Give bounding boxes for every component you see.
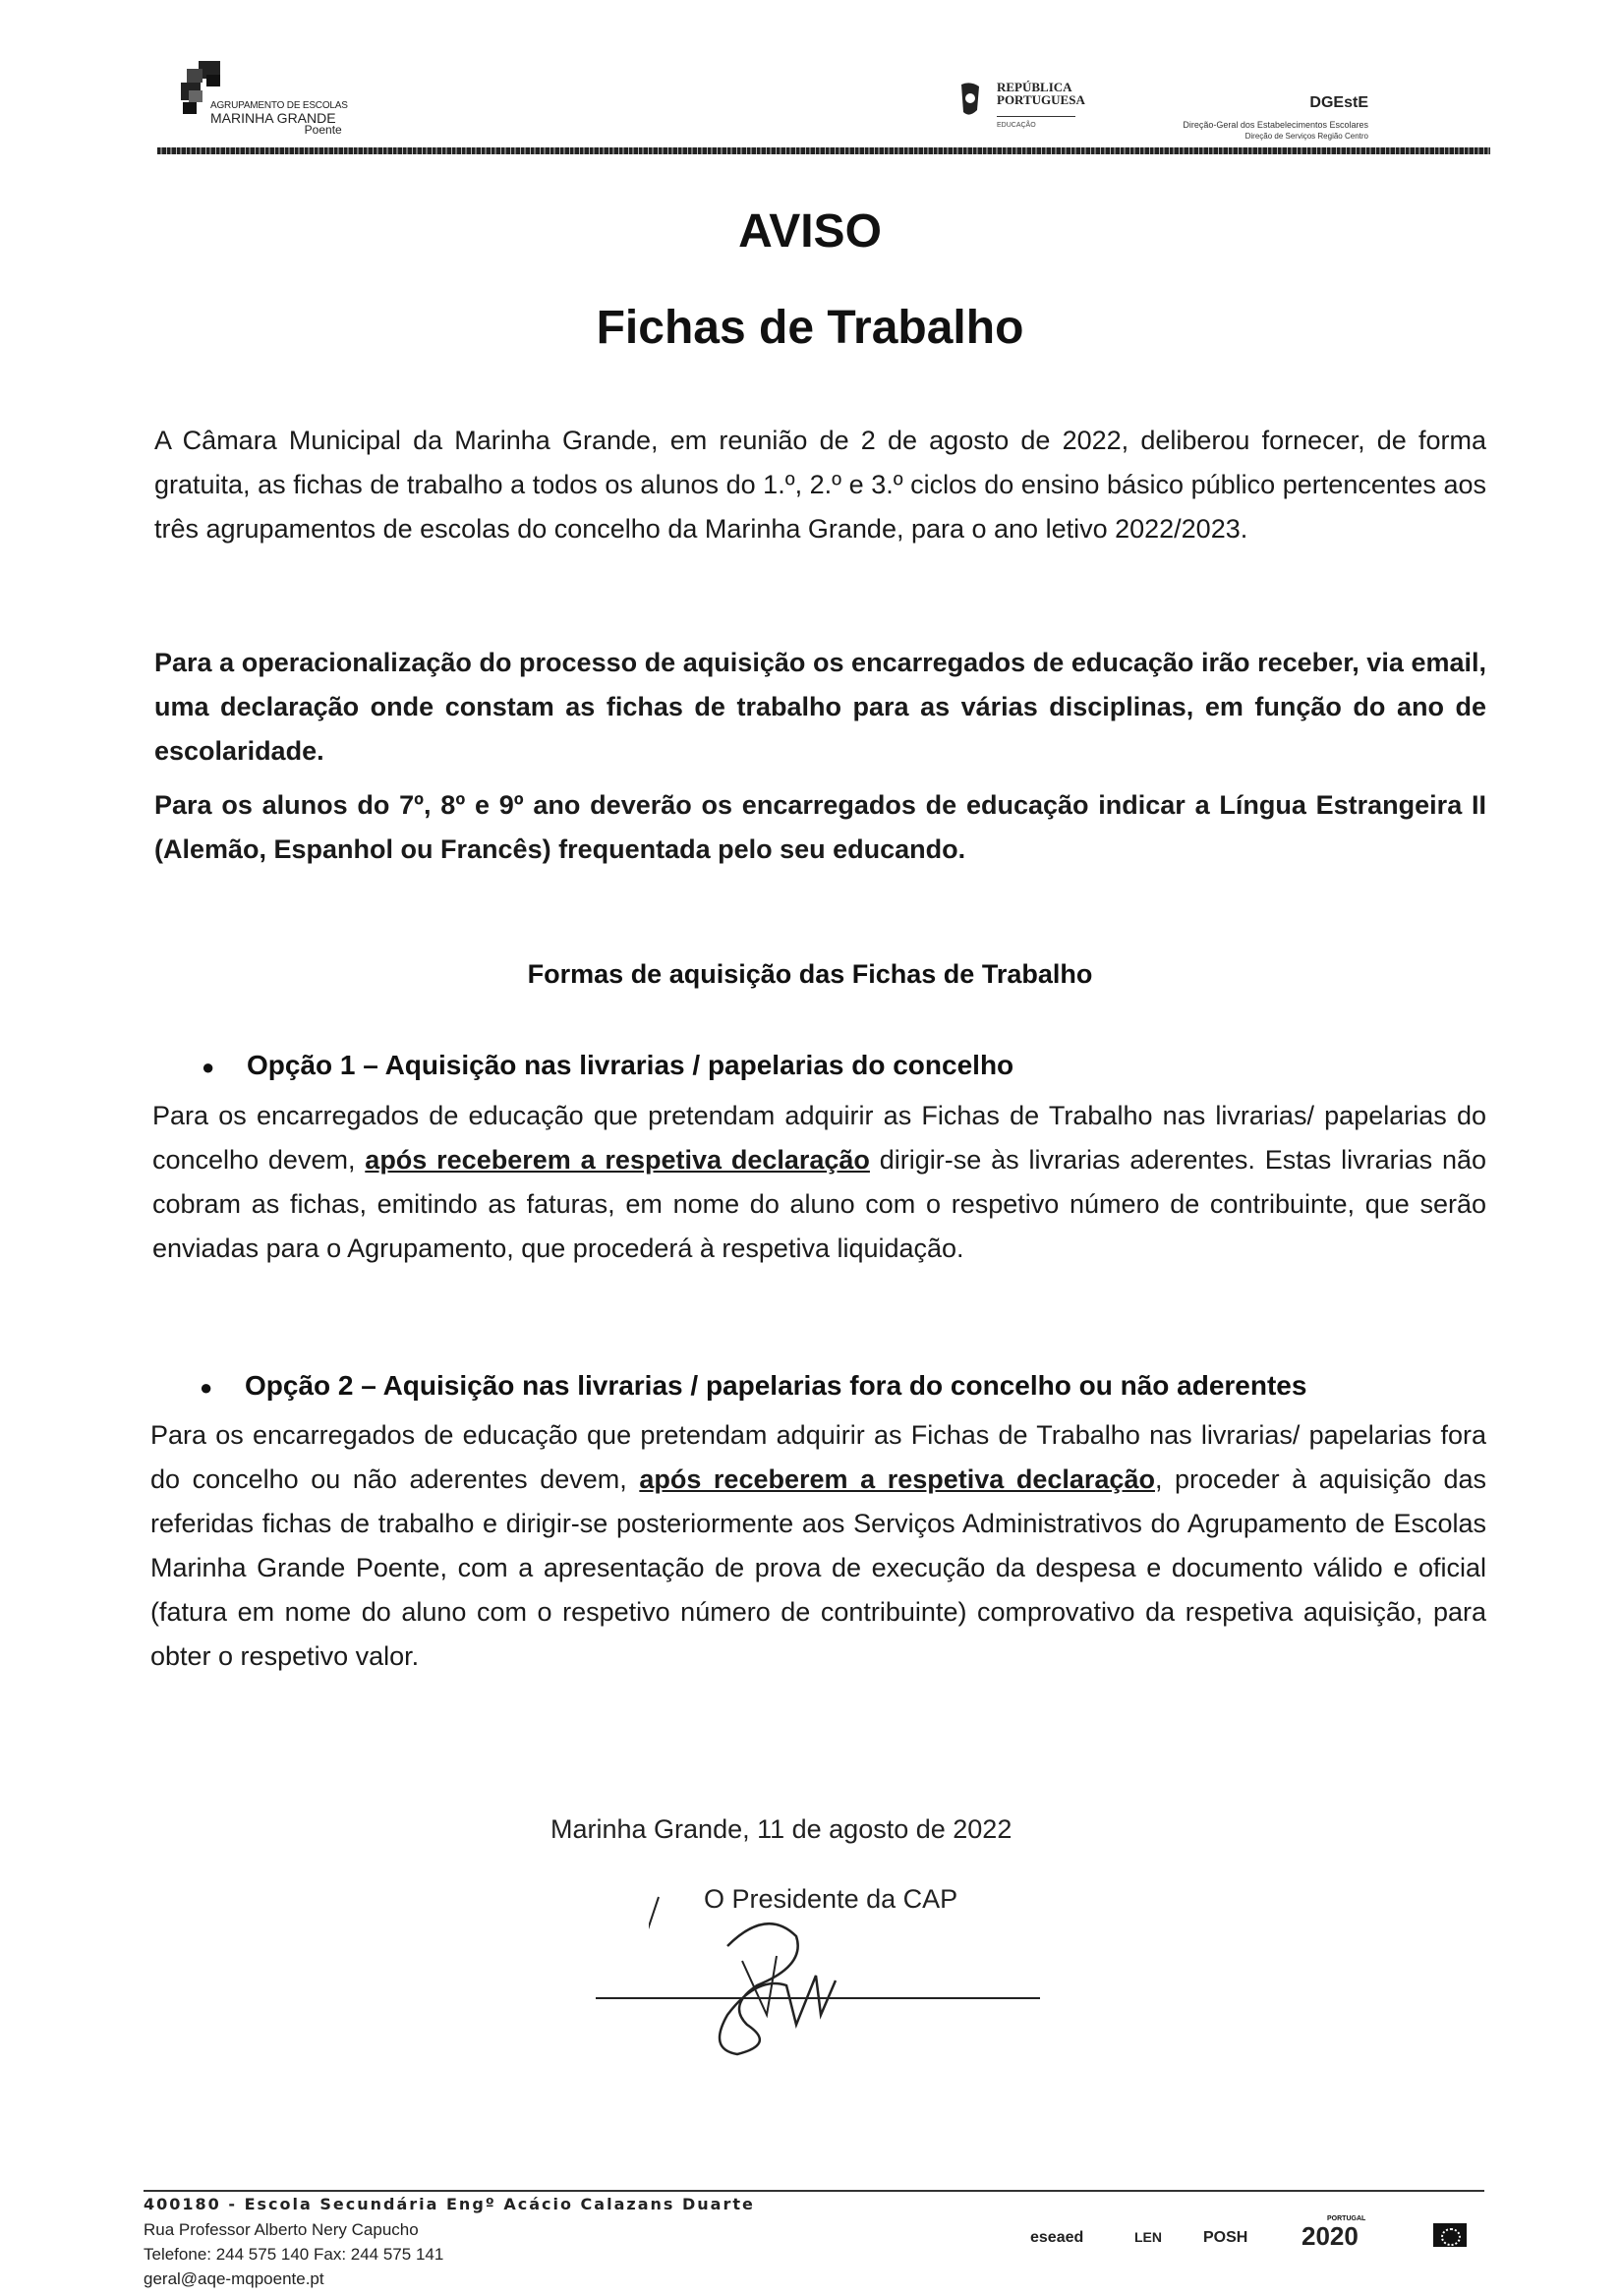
footer-email: geral@aqe-mqpoente.pt <box>144 2269 324 2288</box>
handwritten-signature <box>649 1867 865 2064</box>
bullet-icon: ● <box>202 1055 215 1079</box>
page-subtitle: Fichas de Trabalho <box>596 302 1024 354</box>
school-logo <box>173 61 370 140</box>
funder-logo-4: 2020 <box>1302 2221 1359 2251</box>
option-2-heading <box>200 1370 1306 1402</box>
bold-paragraph-process: Para a operacionalização do processo de aquisição os encarregados de educação irão receber, via email, uma declaração onde constam as fichas de trabalho para as várias disciplinas, em função do ano de escolaridade. <box>154 648 1486 766</box>
intro-paragraph: A Câmara Municipal da Marinha Grande, em reunião de 2 de agosto de 2022, deliberou fornecer, de forma gratuita, as fichas de trabalho a todos os alunos do 1.º, 2.º e 3.º ciclos do ensino básico público pertencentes aos três agrupamentos de escolas do concelho da Marinha Grande, para o ano letivo 2022/2023. <box>154 426 1486 544</box>
dgeste-line2: Direção de Serviços Região Centro <box>1244 132 1368 141</box>
bold-paragraph-language: Para os alunos do 7º, 8º e 9º ano deverão os encarregados de educação indicar a Língua Estrangeira II (Alemão, Espanhol ou Francês) frequentada pelo seu educando. <box>154 790 1486 864</box>
eu-flag-stars-icon <box>1441 2228 1461 2246</box>
bullet-icon: ● <box>200 1375 213 1400</box>
option-1-heading-text: Opção 1 – Aquisição nas livrarias / papelarias do concelho <box>247 1050 1014 1080</box>
place-date: Marinha Grande, 11 de agosto de 2022 <box>550 1814 1012 1844</box>
funder-portugal-label: PORTUGAL <box>1327 2215 1366 2222</box>
funders-logos <box>1030 2215 1473 2263</box>
dgeste-line1: Direção-Geral dos Estabelecimentos Escolares <box>1183 120 1368 130</box>
option-2-text-after: , proceder à aquisição das referidas fichas de trabalho e dirigir-se posteriormente aos Serviços Administrativos do Agrupamento de Escolas Marinha Grande Poente, com a apresentação de prova de execução da despesa e documento válido e oficial (fatura em nome do aluno com o respetivo número de contribuinte) comprovativo da respetiva aquisição, para obter o respetivo valor. <box>150 1464 1486 1671</box>
school-logo-line3: Poente <box>304 123 342 137</box>
option-2-heading-text: Opção 2 – Aquisição nas livrarias / papelarias fora do concelho ou não aderentes <box>245 1370 1307 1401</box>
ministry-logo-group <box>955 75 1368 144</box>
school-logo-line2: MARINHA GRANDE <box>210 110 336 126</box>
ministry-logo-line2: PORTUGUESA <box>997 92 1085 107</box>
funder-logo-2: LEN <box>1134 2229 1162 2245</box>
section-heading: Formas de aquisição das Fichas de Trabalho <box>527 959 1093 989</box>
ministry-logo-line3: EDUCAÇÃO <box>997 122 1036 129</box>
dgeste-title: DGEstE <box>1309 94 1368 111</box>
option-1-underlined: após receberem a respetiva declaração <box>365 1145 870 1175</box>
option-1-text-before: Para os encarregados de educação que pretendam adquirir as Fichas de Trabalho nas livrarias/ papelarias do concelho devem, <box>152 1101 1486 1175</box>
option-1-body <box>152 1094 1486 1271</box>
republic-emblem-icon <box>955 81 985 118</box>
funder-logo-1: eseaed <box>1030 2229 1084 2246</box>
page-title: AVISO <box>738 205 882 258</box>
funder-logo-3: POSH <box>1203 2229 1248 2246</box>
footer-street: Rua Professor Alberto Nery Capucho <box>144 2220 419 2239</box>
ministry-logo-line1: REPÚBLICA <box>997 80 1072 94</box>
header-divider <box>157 147 1490 154</box>
option-2-body <box>150 1413 1486 1679</box>
option-2-underlined: após receberem a respetiva declaração <box>639 1464 1155 1494</box>
option-1-text-after: dirigir-se às livrarias aderentes. Estas livrarias não cobram as fichas, emitindo as faturas, em nome do aluno com o respetivo número de contribuinte, que serão enviadas para o Agrupamento, que procederá à respetiva liquidação. <box>152 1145 1486 1263</box>
ministry-logo-divider <box>997 116 1075 117</box>
signer-title: O Presidente da CAP <box>704 1884 958 1914</box>
footer-divider <box>144 2190 1484 2192</box>
footer-phone: Telefone: 244 575 140 Fax: 244 575 141 <box>144 2245 444 2264</box>
school-logo-line1: AGRUPAMENTO DE ESCOLAS <box>210 100 348 111</box>
option-2-text-before: Para os encarregados de educação que pretendam adquirir as Fichas de Trabalho nas livrarias/ papelarias fora do concelho ou não aderentes devem, <box>150 1420 1486 1494</box>
footer-school: 400180 - Escola Secundária Engº Acácio Calazans Duarte <box>144 2195 755 2213</box>
option-1-heading <box>202 1050 1013 1081</box>
